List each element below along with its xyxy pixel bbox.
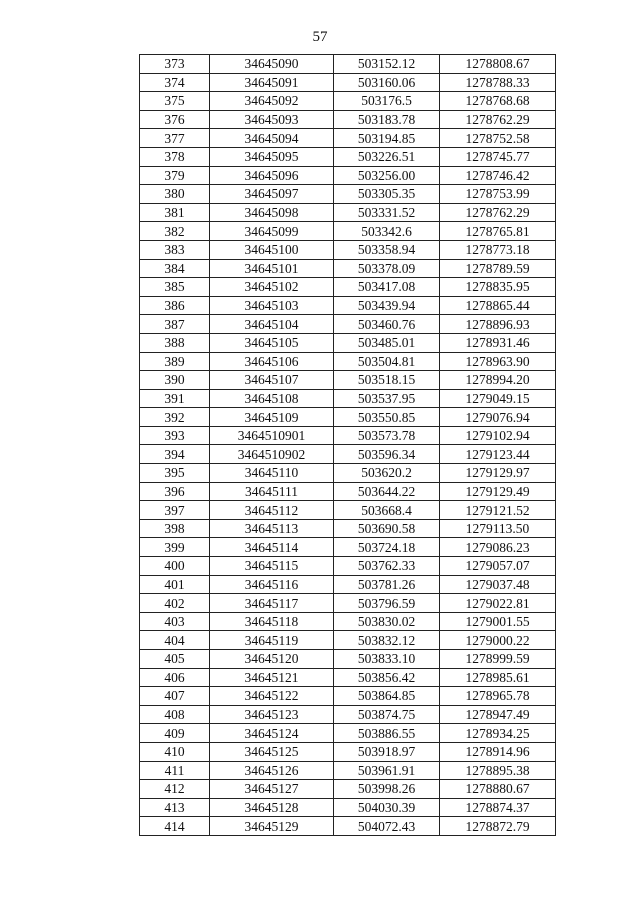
table-row [140,575,556,594]
point-id-cell: 34645107 [210,371,334,390]
point-number-cell: 393 [140,426,210,445]
point-number-cell: 402 [140,594,210,613]
x-coordinate-cell: 503724.18 [334,538,440,557]
point-id-cell: 34645090 [210,55,334,74]
point-id-cell: 34645097 [210,185,334,204]
point-number-cell: 409 [140,724,210,743]
point-id-cell: 34645128 [210,798,334,817]
point-id-cell: 34645122 [210,687,334,706]
y-coordinate-cell: 1278745.77 [440,147,556,166]
table-row [140,519,556,538]
y-coordinate-cell: 1279001.55 [440,612,556,631]
point-id-cell: 34645115 [210,557,334,576]
table-row [140,73,556,92]
x-coordinate-cell: 503256.00 [334,166,440,185]
table-row [140,222,556,241]
y-coordinate-cell: 1279113.50 [440,519,556,538]
y-coordinate-cell: 1278865.44 [440,296,556,315]
y-coordinate-cell: 1279037.48 [440,575,556,594]
point-number-cell: 400 [140,557,210,576]
point-number-cell: 399 [140,538,210,557]
coordinates-table [139,54,556,836]
table-row [140,92,556,111]
table-row [140,612,556,631]
point-id-cell: 34645109 [210,408,334,427]
point-number-cell: 378 [140,147,210,166]
x-coordinate-cell: 503342.6 [334,222,440,241]
x-coordinate-cell: 503305.35 [334,185,440,204]
y-coordinate-cell: 1278985.61 [440,668,556,687]
point-number-cell: 408 [140,705,210,724]
x-coordinate-cell: 503644.22 [334,482,440,501]
x-coordinate-cell: 503331.52 [334,203,440,222]
x-coordinate-cell: 503439.94 [334,296,440,315]
y-coordinate-cell: 1278753.99 [440,185,556,204]
table-row [140,278,556,297]
point-number-cell: 392 [140,408,210,427]
point-id-cell: 34645121 [210,668,334,687]
x-coordinate-cell: 503918.97 [334,742,440,761]
y-coordinate-cell: 1279102.94 [440,426,556,445]
y-coordinate-cell: 1279129.49 [440,482,556,501]
point-id-cell: 34645106 [210,352,334,371]
point-id-cell: 34645127 [210,780,334,799]
table-row [140,557,556,576]
y-coordinate-cell: 1279123.44 [440,445,556,464]
point-number-cell: 391 [140,389,210,408]
point-number-cell: 386 [140,296,210,315]
table-row [140,631,556,650]
point-id-cell: 34645112 [210,501,334,520]
point-number-cell: 396 [140,482,210,501]
y-coordinate-cell: 1278874.37 [440,798,556,817]
x-coordinate-cell: 503417.08 [334,278,440,297]
table-row [140,55,556,74]
table-row [140,389,556,408]
x-coordinate-cell: 503864.85 [334,687,440,706]
table-row [140,482,556,501]
y-coordinate-cell: 1278914.96 [440,742,556,761]
point-number-cell: 377 [140,129,210,148]
x-coordinate-cell: 503833.10 [334,650,440,669]
point-id-cell: 34645092 [210,92,334,111]
point-number-cell: 385 [140,278,210,297]
x-coordinate-cell: 504072.43 [334,817,440,836]
table-row [140,742,556,761]
table-row [140,761,556,780]
table-row [140,110,556,129]
point-id-cell: 34645093 [210,110,334,129]
point-id-cell: 34645101 [210,259,334,278]
x-coordinate-cell: 503762.33 [334,557,440,576]
point-id-cell: 34645118 [210,612,334,631]
point-id-cell: 34645119 [210,631,334,650]
page-number: 57 [312,29,328,45]
y-coordinate-cell: 1279086.23 [440,538,556,557]
point-number-cell: 375 [140,92,210,111]
point-id-cell: 34645094 [210,129,334,148]
y-coordinate-cell: 1278963.90 [440,352,556,371]
point-number-cell: 404 [140,631,210,650]
point-number-cell: 395 [140,464,210,483]
point-number-cell: 383 [140,240,210,259]
point-id-cell: 34645108 [210,389,334,408]
point-number-cell: 411 [140,761,210,780]
point-id-cell: 34645114 [210,538,334,557]
point-number-cell: 406 [140,668,210,687]
point-number-cell: 388 [140,333,210,352]
table-row [140,687,556,706]
x-coordinate-cell: 503358.94 [334,240,440,259]
y-coordinate-cell: 1278789.59 [440,259,556,278]
y-coordinate-cell: 1278965.78 [440,687,556,706]
point-number-cell: 394 [140,445,210,464]
x-coordinate-cell: 503226.51 [334,147,440,166]
point-number-cell: 373 [140,55,210,74]
y-coordinate-cell: 1278765.81 [440,222,556,241]
y-coordinate-cell: 1278768.68 [440,92,556,111]
x-coordinate-cell: 503596.34 [334,445,440,464]
table-row [140,333,556,352]
y-coordinate-cell: 1278773.18 [440,240,556,259]
y-coordinate-cell: 1278752.58 [440,129,556,148]
y-coordinate-cell: 1278994.20 [440,371,556,390]
point-number-cell: 414 [140,817,210,836]
point-id-cell: 34645091 [210,73,334,92]
x-coordinate-cell: 504030.39 [334,798,440,817]
y-coordinate-cell: 1278999.59 [440,650,556,669]
x-coordinate-cell: 503998.26 [334,780,440,799]
y-coordinate-cell: 1279057.07 [440,557,556,576]
table-row [140,166,556,185]
x-coordinate-cell: 503550.85 [334,408,440,427]
y-coordinate-cell: 1278872.79 [440,817,556,836]
x-coordinate-cell: 503856.42 [334,668,440,687]
point-number-cell: 387 [140,315,210,334]
table-row [140,817,556,836]
y-coordinate-cell: 1278947.49 [440,705,556,724]
x-coordinate-cell: 503573.78 [334,426,440,445]
y-coordinate-cell: 1278880.67 [440,780,556,799]
table-row [140,724,556,743]
table-row [140,129,556,148]
x-coordinate-cell: 503832.12 [334,631,440,650]
x-coordinate-cell: 503160.06 [334,73,440,92]
point-id-cell: 34645105 [210,333,334,352]
point-id-cell: 34645113 [210,519,334,538]
x-coordinate-cell: 503176.5 [334,92,440,111]
point-number-cell: 381 [140,203,210,222]
table-row [140,296,556,315]
y-coordinate-cell: 1279000.22 [440,631,556,650]
x-coordinate-cell: 503183.78 [334,110,440,129]
x-coordinate-cell: 503620.2 [334,464,440,483]
point-id-cell: 34645111 [210,482,334,501]
y-coordinate-cell: 1279121.52 [440,501,556,520]
point-number-cell: 376 [140,110,210,129]
point-number-cell: 397 [140,501,210,520]
y-coordinate-cell: 1278808.67 [440,55,556,74]
x-coordinate-cell: 503886.55 [334,724,440,743]
table-row [140,464,556,483]
table-row [140,259,556,278]
x-coordinate-cell: 503460.76 [334,315,440,334]
y-coordinate-cell: 1279129.97 [440,464,556,483]
x-coordinate-cell: 503485.01 [334,333,440,352]
table-row [140,705,556,724]
x-coordinate-cell: 503152.12 [334,55,440,74]
x-coordinate-cell: 503796.59 [334,594,440,613]
point-id-cell: 34645129 [210,817,334,836]
table-row [140,147,556,166]
point-number-cell: 413 [140,798,210,817]
y-coordinate-cell: 1278835.95 [440,278,556,297]
table-row [140,352,556,371]
point-number-cell: 389 [140,352,210,371]
x-coordinate-cell: 503537.95 [334,389,440,408]
y-coordinate-cell: 1278762.29 [440,110,556,129]
point-id-cell: 34645126 [210,761,334,780]
point-id-cell: 34645102 [210,278,334,297]
x-coordinate-cell: 503518.15 [334,371,440,390]
point-number-cell: 410 [140,742,210,761]
point-id-cell: 34645098 [210,203,334,222]
table-row [140,240,556,259]
table-row [140,315,556,334]
x-coordinate-cell: 503961.91 [334,761,440,780]
table-row [140,203,556,222]
table-row [140,538,556,557]
x-coordinate-cell: 503668.4 [334,501,440,520]
x-coordinate-cell: 503504.81 [334,352,440,371]
point-number-cell: 398 [140,519,210,538]
point-id-cell: 34645095 [210,147,334,166]
x-coordinate-cell: 503874.75 [334,705,440,724]
point-number-cell: 379 [140,166,210,185]
point-id-cell: 34645116 [210,575,334,594]
x-coordinate-cell: 503378.09 [334,259,440,278]
point-number-cell: 390 [140,371,210,390]
point-id-cell: 34645104 [210,315,334,334]
y-coordinate-cell: 1278788.33 [440,73,556,92]
table-row [140,185,556,204]
point-id-cell: 34645099 [210,222,334,241]
point-id-cell: 3464510901 [210,426,334,445]
table-row [140,408,556,427]
point-number-cell: 384 [140,259,210,278]
point-id-cell: 34645125 [210,742,334,761]
x-coordinate-cell: 503830.02 [334,612,440,631]
y-coordinate-cell: 1279022.81 [440,594,556,613]
y-coordinate-cell: 1278934.25 [440,724,556,743]
x-coordinate-cell: 503690.58 [334,519,440,538]
point-number-cell: 407 [140,687,210,706]
y-coordinate-cell: 1278931.46 [440,333,556,352]
point-id-cell: 3464510902 [210,445,334,464]
table-row [140,798,556,817]
table-row [140,371,556,390]
point-id-cell: 34645123 [210,705,334,724]
point-id-cell: 34645103 [210,296,334,315]
point-number-cell: 380 [140,185,210,204]
coordinates-table-body [140,55,556,836]
x-coordinate-cell: 503781.26 [334,575,440,594]
point-id-cell: 34645096 [210,166,334,185]
point-number-cell: 401 [140,575,210,594]
point-number-cell: 382 [140,222,210,241]
y-coordinate-cell: 1278895.38 [440,761,556,780]
table-row [140,445,556,464]
y-coordinate-cell: 1278896.93 [440,315,556,334]
x-coordinate-cell: 503194.85 [334,129,440,148]
point-id-cell: 34645100 [210,240,334,259]
table-row [140,594,556,613]
table-row [140,501,556,520]
table-row [140,668,556,687]
point-id-cell: 34645110 [210,464,334,483]
point-number-cell: 405 [140,650,210,669]
y-coordinate-cell: 1279076.94 [440,408,556,427]
table-row [140,426,556,445]
table-row [140,780,556,799]
table-row [140,650,556,669]
y-coordinate-cell: 1279049.15 [440,389,556,408]
point-id-cell: 34645120 [210,650,334,669]
point-id-cell: 34645124 [210,724,334,743]
y-coordinate-cell: 1278746.42 [440,166,556,185]
point-id-cell: 34645117 [210,594,334,613]
y-coordinate-cell: 1278762.29 [440,203,556,222]
point-number-cell: 412 [140,780,210,799]
point-number-cell: 403 [140,612,210,631]
point-number-cell: 374 [140,73,210,92]
